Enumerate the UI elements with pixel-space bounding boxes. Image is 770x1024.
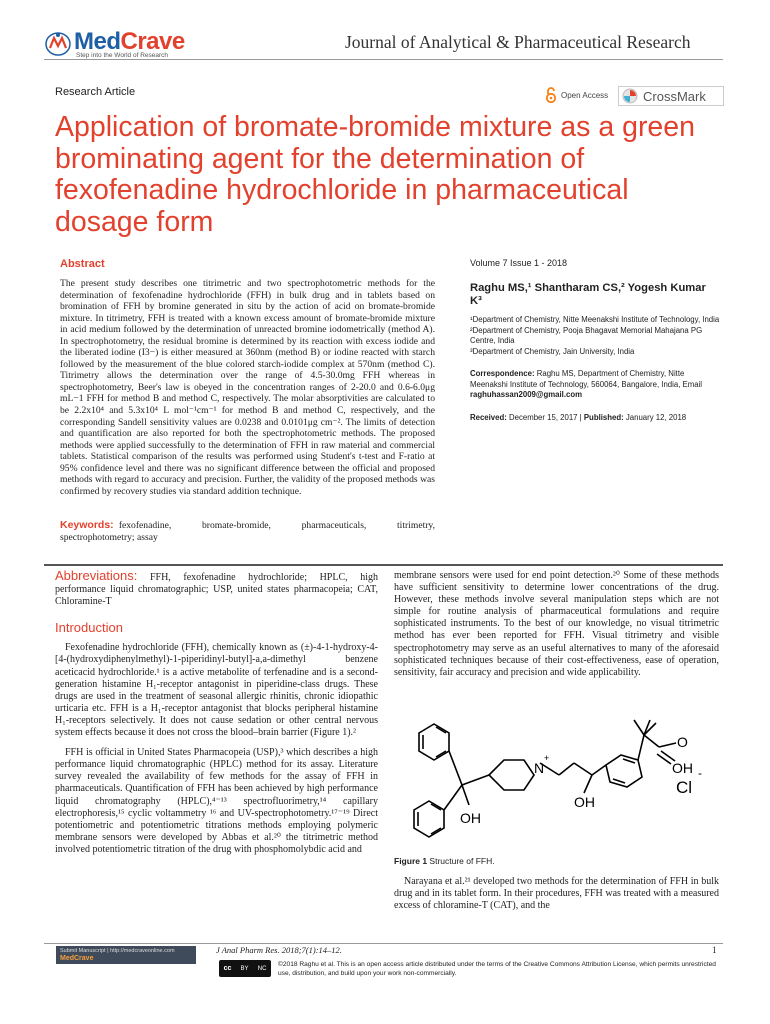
volume-issue: Volume 7 Issue 1 - 2018 [470, 258, 568, 268]
intro-paragraph-4-wrap [394, 876, 719, 912]
abbreviations-label: Abbreviations: [55, 568, 138, 583]
cc-by-icon: BY [240, 965, 249, 972]
page-number: 1 [712, 945, 717, 955]
open-access-lock-icon [545, 87, 557, 103]
nitrogen-atom: N [534, 760, 545, 776]
open-access-label: Open Access [561, 90, 609, 100]
medcrave-logo[interactable] [44, 28, 194, 62]
figure-caption [394, 856, 495, 866]
abstract-heading: Abstract [60, 258, 105, 270]
cc-icon: cc [223, 965, 232, 972]
affiliation-1: ¹Department of Chemistry, Nitte Meenakshi Institute of Technology, India [470, 315, 720, 324]
footer-divider [44, 943, 723, 944]
journal-title: Journal of Analytical & Pharmaceutical Research [345, 32, 691, 52]
creative-commons-badge[interactable] [219, 960, 271, 977]
received-date: December 15, 2017 | [506, 412, 584, 422]
medcrave-emblem-icon [44, 30, 72, 58]
hydroxyl-group-chain: OH [574, 794, 595, 810]
brand-tagline: Step into the World of Research [76, 52, 169, 59]
article-title: Application of bromate-bromide mixture as a green brominating agent for the determination of fexofenadine hydrochloride in pharmaceutical dosage form [55, 111, 695, 238]
keywords-label: Keywords: [60, 519, 114, 531]
published-label: Published: [583, 412, 624, 422]
figure-label: Figure 1 [394, 856, 428, 866]
intro-paragraph-3: membrane sensors were used for end point detection.²⁰ Some of these methods have sufficient sensitivity to determine lower concentrations of the drug. However, these methods involve several manipulation steps which are not simple for routine analysis of pharmaceutical formulations and require sophisticated instruments. To the best of our knowledge, no visual titrimetric method has ever been reported for FFH. Visual titrimetry and visible spectrophotometry may serve as an useful alternatives to many of the aforesaid sophisticated techniques because of their cost-effectiveness, ease of operation, sensitivity, fair accuracy and precision and wide applicability. [394, 570, 719, 678]
open-access-badge[interactable] [545, 86, 608, 104]
crossmark-label: CrossMark [643, 88, 706, 104]
crossmark-icon [622, 88, 638, 104]
ffh-structure-diagram [394, 665, 719, 850]
acid-oxygen: O [677, 734, 688, 750]
piperidine-ring [489, 760, 534, 790]
header-divider [44, 59, 723, 60]
article-meta [470, 258, 720, 422]
correspondence-text: Raghu MS, Department of Chemistry, Nitte Meenakshi Institute of Technology, 560064, Bangalore, India, Email [470, 369, 703, 389]
intro-paragraph-2: FFH is official in United States Pharmacopeia (USP),³ which describes a high performance liquid chromatographic (HPLC) method for its assay. Literature survey revealed the availability of few methods for the assay of FFH in pharmaceuticals. Quantification of FFH has been achieved by high performance liquid chromatography (HPLC),⁴⁻¹³ spectrofluorimetry,¹⁴ capillary electrophoresis,¹⁵ cyclic voltammetry ¹⁶ and UV-spectrophotometry.¹⁷⁻¹⁹ Direct potentiometric and potentiometric titrations methods employing polymeric membrane sensors were developed by Abbas et al.²⁰ the titrimetric method involved potentiometric titration of the drug with phosphomolybdic acid and [55, 747, 378, 855]
article-type: Research Article [55, 86, 136, 98]
chloride-ion: Cl [676, 778, 693, 797]
keywords-list: fexofenadine, bromate-bromide, pharmaceuticals, titrimetry, spectrophotometry; assay [60, 520, 438, 543]
affiliation-2: ²Department of Chemistry, Pooja Bhagavat Memorial Mahajana PG Centre, India [470, 325, 703, 345]
keywords [60, 519, 438, 544]
citation: J Anal Pharm Res. 2018;7(1):14‒12. [216, 945, 342, 955]
section-divider [44, 564, 723, 566]
crossmark-button[interactable] [618, 86, 724, 106]
cc-nc-icon: NC [257, 965, 267, 972]
affiliation-3: ³Department of Chemistry, Jain University, India [470, 346, 635, 356]
intro-paragraph-4: Narayana et al.²¹ developed two methods for the determination of FFH in bulk drug and in its tablet form. In their procedures, FFH was treated with a measured excess of chloramine-T (CAT), and the [394, 876, 719, 912]
correspondence-label: Correspondence: [470, 369, 535, 378]
intro-paragraph-1: Fexofenadine hydrochloride (FFH), chemically known as (±)-4-1-hydroxy-4-[4-(hydroxydiphenylmethyl)-1-piperidinyl-butyl]-a,a-dimethyl benzene aceticacid hydrochloride.¹ is a active metabolite of terfenadine and is a second-generation histamine H₁-receptor antagonist in piperidine-class drugs. These drugs are used in the treatment of seasonal allergic rhinitis, chronic idiopathic urticaria etc. FFH is a H₁-receptor antagonist that blocks peripheral histamine H₁-receptors selectively. It does not cause sedation or other central nervous system effects because it does not cross the blood–brain barrier (Figure 1).² [55, 642, 378, 739]
brand-name: MedCrave [74, 28, 185, 55]
dates [470, 413, 720, 422]
footer-brand: MedCrave [60, 955, 94, 962]
nitrogen-charge: + [544, 753, 550, 763]
correspondence [470, 369, 720, 401]
figure-caption-text: Structure of FFH. [427, 856, 495, 866]
abbreviations [55, 570, 378, 608]
published-date: January 12, 2018 [623, 412, 687, 422]
hydroxyl-group-left: OH [460, 810, 481, 826]
introduction-heading: Introduction [55, 620, 123, 636]
submit-manuscript-link[interactable]: Submit Manuscript | http://medcraveonline.com [60, 948, 175, 954]
authors: Raghu MS,¹ Shantharam CS,² Yogesh Kumar K³ [470, 282, 706, 307]
license-text: ©2018 Raghu et al. This is an open access article distributed under the terms of the Creative Commons Attribution License, which permits unrestricted use, distribution, and build upon your work non-commercially. [278, 961, 716, 977]
abbreviations-text: FFH, fexofenadine hydrochloride; HPLC, high performance liquid chromatographic; USP, united states pharmacopeia; CAT, Chloramine-T [55, 572, 378, 608]
submit-manuscript-banner[interactable] [56, 946, 196, 964]
body-left-column [55, 570, 378, 864]
abstract-body: The present study describes one titrimetric and two spectrophotometric methods for the determination of fexofenadine hydrochloride (FFH) in bulk drug and in tablets based on bromination of FFH by bromine generated in situ by the action of acid on bromate-bromide mixture. In titrimetry, FFH is treated with a known excess amount of bromate-bromide mixture in acid medium followed by the determination of unreacted bromine iodometrically (method A). In spectrophotometry, the residual bromine is determined by its reaction with excess iodide and the liberated iodine (I3−) is either measured at 360nm (method B) or iodine reacted with starch followed by the measurement of the blue colored starch-iodide complex at 570nm (method C). Titrimetry allows the determination over the range of 4.5-30.0mg FFH whereas in spectrophotometry, Beer's law is obeyed in the concentration ranges of 2-20.0 and 0.6-6.0μg mL−1 FFH for method B and method C, respectively. The molar absorptivities are calculated to be 2.2x10⁴ and 5.3x10⁴ L mol⁻¹cm⁻¹ for method B and method C, respectively, and the corresponding Sandell sensitivity values are 0.0238 and 0.0101μg cm⁻². The limits of detection and quantification are also reported for both the spectrophotometric methods. The proposed methods were applied successfully to the determination of FFH in raw material and commercial tablets. Statistical comparison of the results was performed using Student's t-test and F-ratio at 95% confidence level and there was no significant difference between the official and proposed methods with regard to accuracy and precision. Further, the validity of the proposed methods was confirmed by recovery studies via standard addition technique. [60, 278, 435, 497]
chloride-charge: - [698, 766, 702, 780]
acid-hydroxyl: OH [672, 760, 693, 776]
received-label: Received: [470, 412, 507, 422]
correspondence-email[interactable]: raghuhassan2009@gmail.com [470, 390, 583, 399]
